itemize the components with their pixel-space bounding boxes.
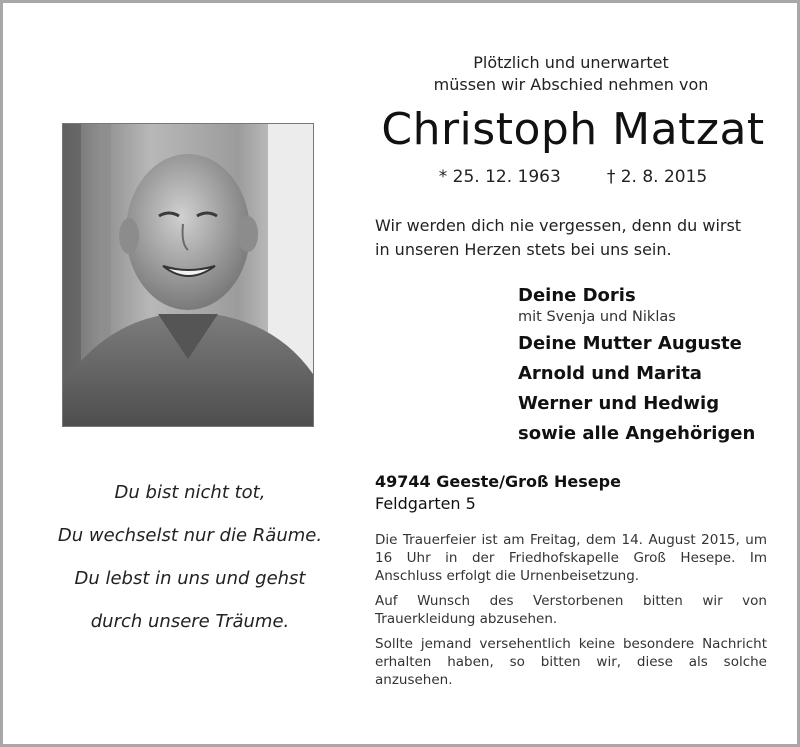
life-dates <box>383 166 763 188</box>
birth-date: * 25. 12. 1963 <box>438 167 561 187</box>
family-line-5: Werner und Hedwig <box>518 393 720 414</box>
death-date: † 2. 8. 2015 <box>606 167 708 187</box>
family-line-2: mit Svenja und Niklas <box>518 309 676 325</box>
poem <box>25 471 355 643</box>
family-line-6: sowie alle Angehörigen <box>518 423 756 444</box>
poem-line-1: Du bist nicht tot, <box>114 482 266 503</box>
portrait-photo <box>62 123 314 427</box>
family-list <box>518 284 788 449</box>
address <box>375 471 775 515</box>
poem-line-3: Du lebst in uns und gehst <box>74 568 306 589</box>
notes <box>375 531 767 696</box>
poem-line-2: Du wechselst nur die Räume. <box>57 525 323 546</box>
address-street: Feldgarten 5 <box>375 494 476 513</box>
note-notice: Sollte jemand versehentlich keine besondere Nachricht erhalten haben, so bitten wir, diese als solche anzusehen. <box>375 636 767 688</box>
poem-line-4: durch unsere Träume. <box>90 611 290 632</box>
intro-text <box>381 52 761 96</box>
deceased-name: Christoph Matzat <box>381 104 765 155</box>
memorial-line-2: in unseren Herzen stets bei uns sein. <box>375 240 672 259</box>
note-attire: Auf Wunsch des Verstorbenen bitten wir von Trauerkleidung abzusehen. <box>375 593 767 627</box>
intro-line-1: Plötzlich und unerwartet <box>473 53 669 72</box>
memorial-text <box>375 214 775 262</box>
address-city: 49744 Geeste/Groß Hesepe <box>375 472 621 491</box>
family-line-4: Arnold und Marita <box>518 363 702 384</box>
note-funeral: Die Trauerfeier ist am Freitag, dem 14. August 2015, um 16 Uhr in der Friedhofskapelle Groß Hesepe. Im Anschluss erfolgt die Urnenbeisetzung. <box>375 532 767 584</box>
family-line-1: Deine Doris <box>518 285 636 306</box>
family-line-3: Deine Mutter Auguste <box>518 333 742 354</box>
intro-line-2: müssen wir Abschied nehmen von <box>433 75 709 94</box>
memorial-line-1: Wir werden dich nie vergessen, denn du wirst <box>375 216 742 235</box>
portrait-image <box>63 124 313 426</box>
